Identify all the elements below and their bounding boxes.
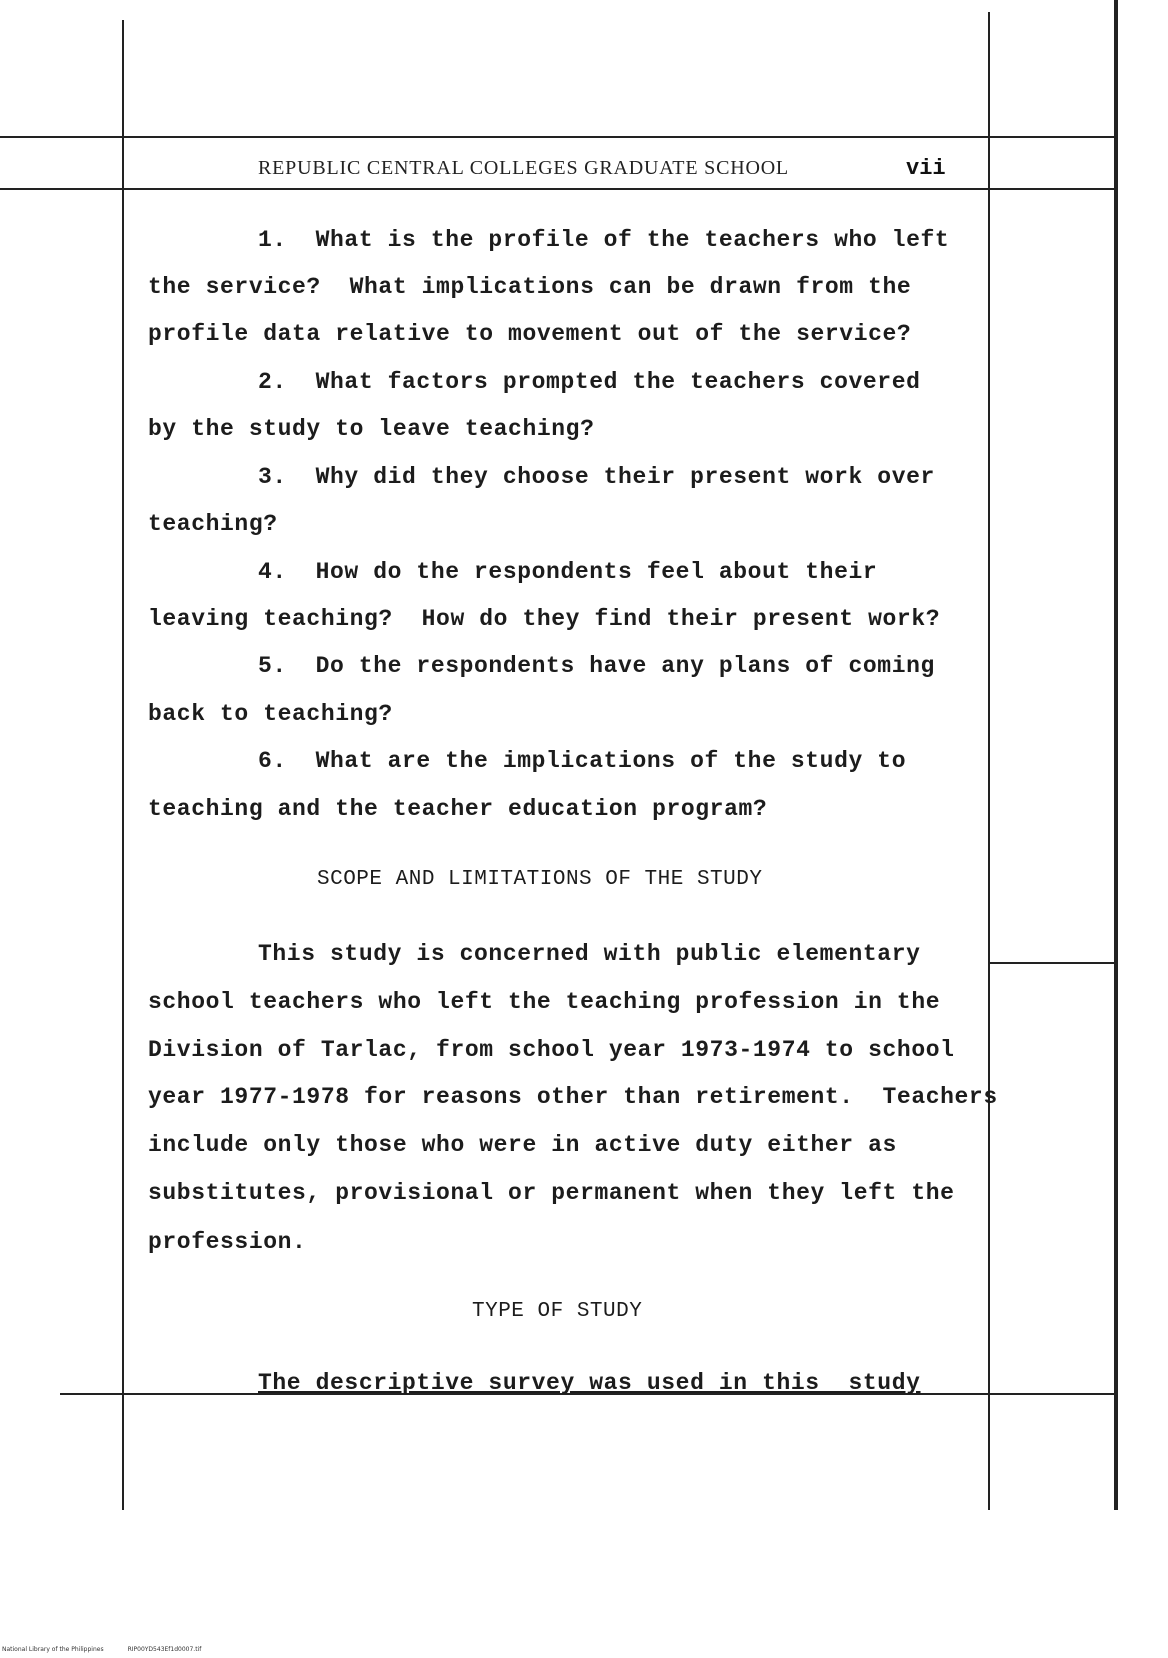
page-number: vii — [906, 156, 946, 181]
question-1-line-1: 1. What is the profile of the teachers who left — [258, 227, 950, 253]
type-of-study-line-1: The descriptive survey was used in this study — [258, 1370, 921, 1396]
scan-footer — [2, 1646, 225, 1653]
scope-line-7: profession. — [148, 1229, 307, 1255]
right-margin-rule — [988, 12, 990, 1510]
scope-heading: SCOPE AND LIMITATIONS OF THE STUDY — [317, 868, 763, 891]
left-margin-rule — [122, 20, 124, 1510]
question-4-line-1: 4. How do the respondents feel about their — [258, 559, 878, 585]
footer-library: National Library of the Philippines — [2, 1646, 104, 1653]
scope-line-3: Division of Tarlac, from school year 1973-1974 to school — [148, 1037, 955, 1063]
question-4-line-2: leaving teaching? How do they find their present work? — [148, 606, 941, 632]
right-margin-short-rule — [990, 962, 1115, 964]
question-2-line-1: 2. What factors prompted the teachers covered — [258, 369, 921, 395]
header-bottom-rule — [0, 188, 1115, 190]
question-5-line-2: back to teaching? — [148, 701, 393, 727]
scope-line-4: year 1977-1978 for reasons other than retirement. Teachers — [148, 1084, 998, 1110]
right-edge-rule — [1114, 0, 1118, 1510]
question-5-line-1: 5. Do the respondents have any plans of coming — [258, 653, 935, 679]
question-6-line-2: teaching and the teacher education program? — [148, 796, 768, 822]
question-6-line-1: 6. What are the implications of the study to — [258, 748, 907, 774]
question-1-line-2: the service? What implications can be drawn from the — [148, 274, 912, 300]
question-1-line-3: profile data relative to movement out of the service? — [148, 321, 912, 347]
scope-line-5: include only those who were in active duty either as — [148, 1132, 897, 1158]
type-of-study-heading: TYPE OF STUDY — [472, 1300, 643, 1323]
question-2-line-2: by the study to leave teaching? — [148, 416, 595, 442]
scope-line-2: school teachers who left the teaching profession in the — [148, 989, 941, 1015]
header-top-rule — [0, 136, 1115, 138]
question-3-line-1: 3. Why did they choose their present work over — [258, 464, 935, 490]
school-header: REPUBLIC CENTRAL COLLEGES GRADUATE SCHOOL — [258, 157, 789, 179]
question-3-line-2: teaching? — [148, 511, 278, 537]
scope-line-6: substitutes, provisional or permanent when they left the — [148, 1180, 955, 1206]
scope-line-1: This study is concerned with public elementary — [258, 941, 921, 967]
footer-file: RIP00YD543Ef1d0007.tif — [127, 1646, 202, 1653]
